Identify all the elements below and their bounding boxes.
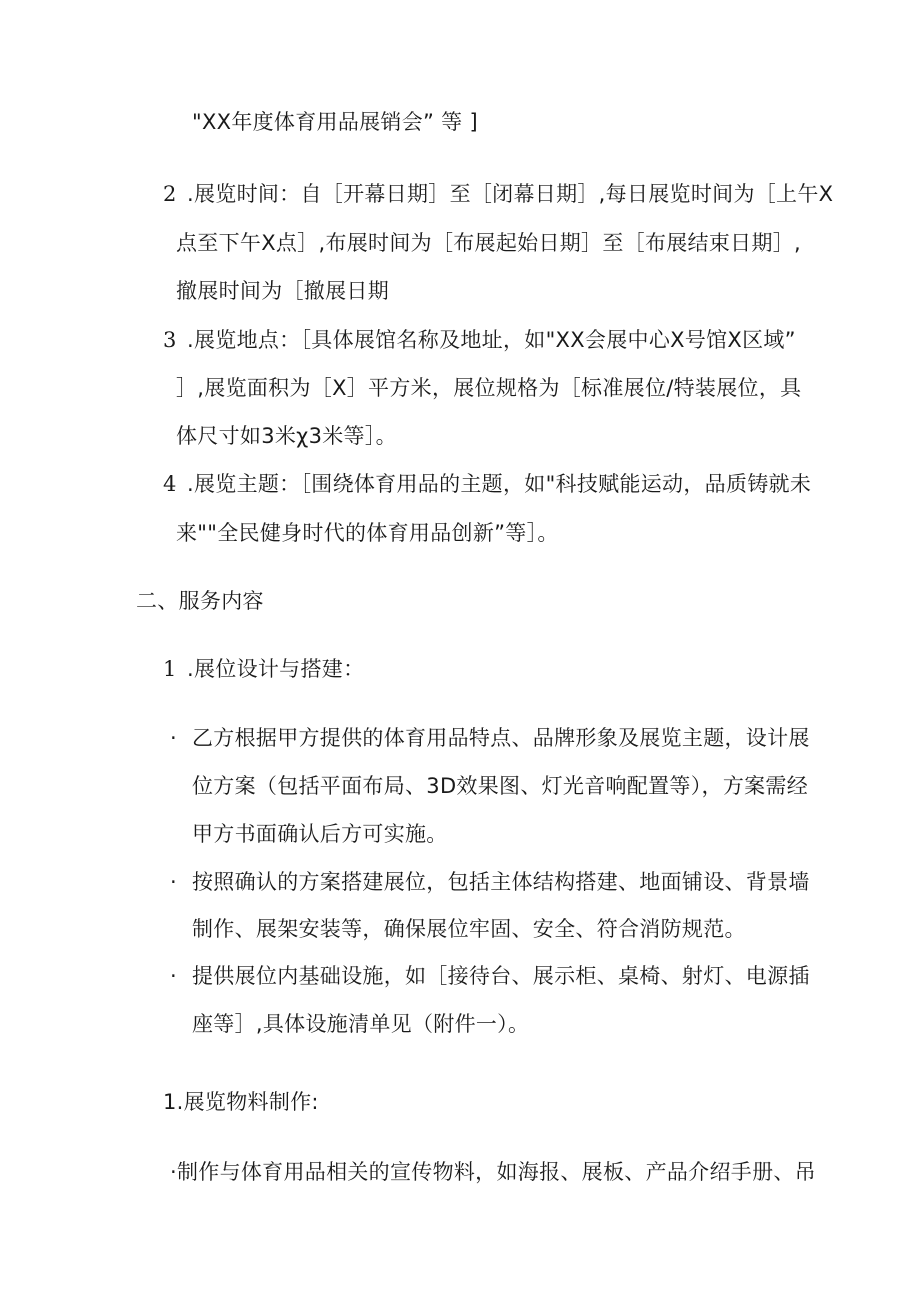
section-heading: 二、服务内容 (136, 589, 264, 613)
bullet-item (170, 962, 810, 990)
bullet-item (170, 724, 810, 752)
bullet-dot: · (170, 870, 177, 894)
text-line: 来""全民健身时代的体育用品创新”等］。 (176, 521, 559, 545)
list-dot: . (187, 657, 194, 681)
text-line: 体尺寸如3米χ3米等］。 (176, 424, 397, 448)
list-dot: . (187, 328, 194, 352)
text-line: 位方案（包括平面布局、3D效果图、灯光音响配置等），方案需经 (192, 774, 809, 798)
list-dot: . (187, 472, 194, 496)
bullet-item: ·制作与体育用品相关的宣传物料，如海报、展板、产品介绍手册、吊 (170, 1160, 816, 1184)
bullet-dot: · (170, 726, 177, 750)
list-text: 展览时间：自［开幕日期］至［闭幕日期］,每日展览时间为［上午X (193, 182, 834, 206)
list-text: 展览地点：［具体展馆名称及地址，如"XX会展中心X号馆X区域” (193, 328, 796, 352)
list-number: 1 (163, 657, 177, 681)
text-line: 制作、展架安装等，确保展位牢固、安全、符合消防规范。 (192, 917, 746, 941)
list-text: 展位设计与搭建： (193, 657, 365, 681)
text-line: 座等］,具体设施清单见（附件一）。 (192, 1012, 530, 1036)
list-text: 展览主题：［围绕体育用品的主题，如"科技赋能运动，品质铸就未 (193, 472, 812, 496)
list-number: 3 (163, 328, 177, 352)
bullet-item (170, 868, 810, 896)
list-item-3 (163, 326, 796, 354)
text-line: 撤展时间为［撤展日期 (176, 279, 389, 303)
text-line: ］,展览面积为［X］平方米，展位规格为［标准展位/特装展位，具 (176, 376, 802, 400)
text-line: "XX年度体育用品展销会” 等 ] (192, 110, 478, 134)
text-line: 点至下午X点］,布展时间为［布展起始日期］至［布展结束日期］, (176, 231, 802, 255)
list-number: 2 (163, 182, 177, 206)
subsection-heading: 1.展览物料制作: (163, 1090, 319, 1114)
text-line: 甲方书面确认后方可实施。 (192, 822, 448, 846)
list-item-4 (163, 470, 811, 498)
list-dot: . (187, 182, 194, 206)
list-item-2 (163, 180, 833, 208)
list-item-1 (163, 655, 364, 683)
bullet-text: 按照确认的方案搭建展位，包括主体结构搭建、地面铺设、背景墙 (192, 870, 810, 894)
list-number: 4 (163, 472, 177, 496)
bullet-text: 提供展位内基础设施，如［接待台、展示柜、桌椅、射灯、电源插 (192, 964, 810, 988)
bullet-text: 乙方根据甲方提供的体育用品特点、品牌形象及展览主题，设计展 (192, 726, 810, 750)
bullet-dot: · (170, 964, 177, 988)
